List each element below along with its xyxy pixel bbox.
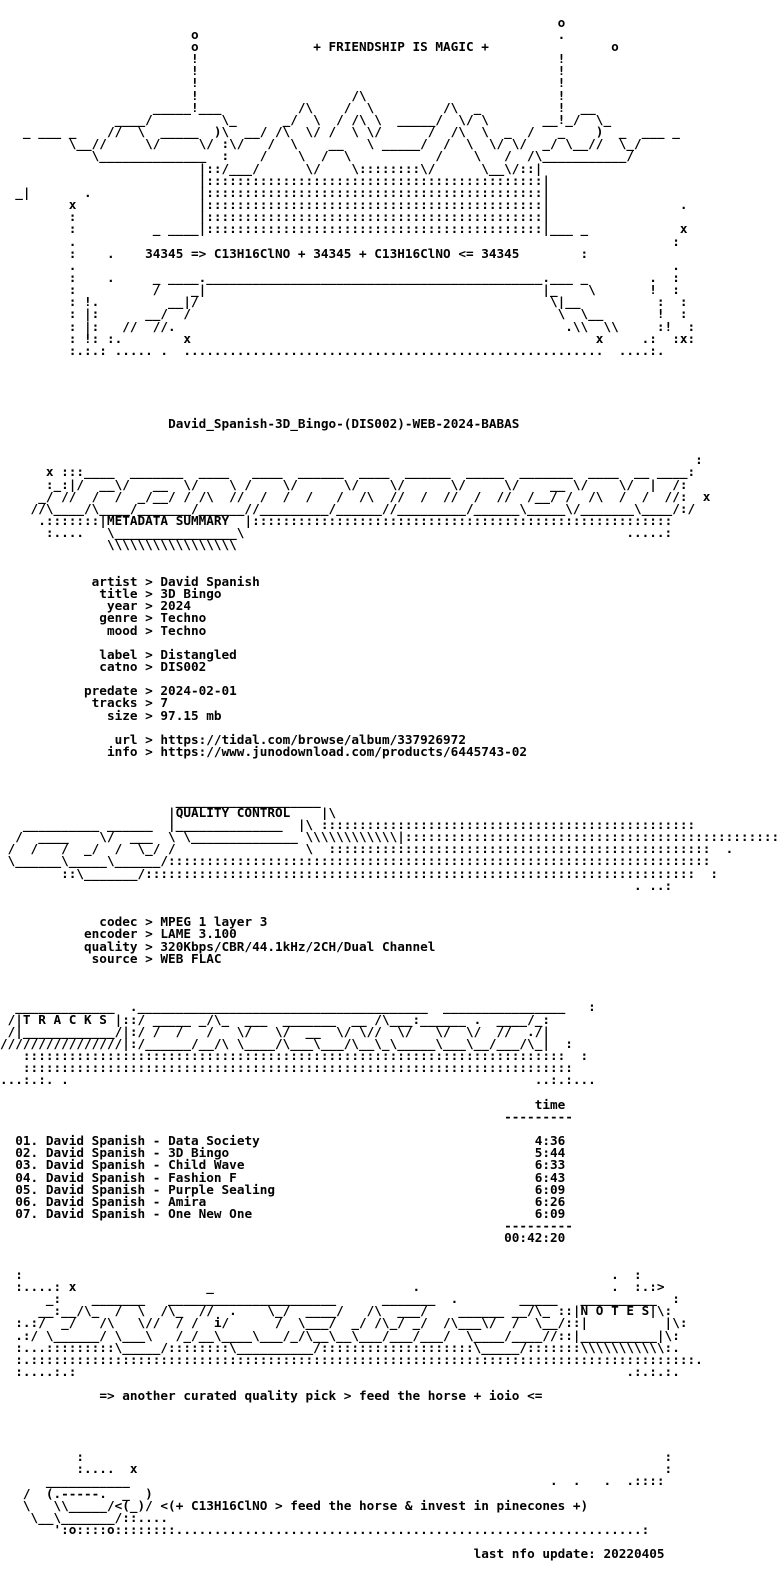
metadata-label-value: Distangled	[160, 646, 237, 662]
track-row: 05. David Spanish - Purple Sealing 6:09	[15, 1181, 566, 1197]
metadata-size-value: 97.15 mb	[160, 707, 222, 723]
track-number: 03.	[15, 1157, 39, 1173]
metadata-catno-value: DIS002	[160, 658, 207, 674]
track-row: 01. David Spanish - Data Society 4:36	[15, 1133, 566, 1149]
track-artist: David Spanish	[45, 1133, 146, 1149]
track-number: 04.	[15, 1169, 39, 1185]
track-title: Child Wave	[168, 1157, 245, 1173]
quality-source-value: WEB FLAC	[160, 950, 222, 966]
footer-slogan: <(+ C13H16ClNO > feed the horse & invest in pinecones +)	[160, 1497, 589, 1513]
track-time: 5:44	[534, 1145, 566, 1161]
tracks-section-title: T R A C K S	[22, 1011, 107, 1027]
last-update: last nfo update: 20220405	[473, 1546, 665, 1562]
track-title: 3D Bingo	[168, 1145, 230, 1161]
quality-codec-value: MPEG 1 layer 3	[160, 914, 268, 930]
metadata-tracks-value: 7	[160, 695, 169, 711]
track-time: 6:43	[534, 1169, 566, 1185]
track-number: 02.	[15, 1145, 39, 1161]
track-number: 01.	[15, 1133, 39, 1149]
track-title: Data Society	[168, 1133, 260, 1149]
track-row: 04. David Spanish - Fashion F 6:43	[15, 1169, 566, 1185]
metadata-mood-value: Techno	[160, 622, 207, 638]
release-name: David_Spanish-3D_Bingo-(DIS002)-WEB-2024-BABAS	[168, 415, 520, 431]
metadata-predate-value: 2024-02-01	[160, 683, 237, 699]
track-time: 4:36	[534, 1133, 566, 1149]
track-artist: David Spanish	[45, 1169, 146, 1185]
metadata-title-value: 3D Bingo	[160, 586, 222, 602]
metadata-info-value: https://www.junodownload.com/products/6445743-02	[160, 744, 528, 760]
track-artist: David Spanish	[45, 1157, 146, 1173]
track-time: 6:09	[534, 1181, 566, 1197]
metadata-artist-value: David Spanish	[160, 573, 260, 589]
metadata-genre-value: Techno	[160, 610, 207, 626]
notes-text: => another curated quality pick > feed the horse + ioio <=	[99, 1388, 543, 1404]
track-row: 02. David Spanish - 3D Bingo 5:44	[15, 1145, 566, 1161]
track-row: 03. David Spanish - Child Wave 6:33	[15, 1157, 566, 1173]
track-time: 6:33	[534, 1157, 566, 1173]
track-artist: David Spanish	[45, 1193, 146, 1209]
track-time: 6:09	[534, 1206, 566, 1221]
track-time: 6:26	[534, 1193, 566, 1209]
metadata-year-value: 2024	[160, 598, 191, 614]
track-artist: David Spanish	[45, 1181, 146, 1197]
quality-quality-value: 320Kbps/CBR/44.1kHz/2CH/Dual Channel	[160, 938, 436, 954]
track-number: 07.	[15, 1206, 39, 1221]
track-title: Purple Sealing	[168, 1181, 276, 1197]
track-row: 07. David Spanish - One New One 6:09	[15, 1206, 566, 1221]
time-header: time	[534, 1096, 566, 1112]
track-number: 06.	[15, 1193, 39, 1209]
track-artist: David Spanish	[45, 1145, 146, 1161]
track-title: Fashion F	[168, 1169, 237, 1185]
metadata-section-title: METADATA SUMMARY	[106, 513, 230, 529]
nfo-art: o o . o + FRIENDSHIP IS MAGIC + o ! ! ! ! ! ! ! /\ ! _____!___ /\ / \ /\ _ ! __ ____/ \_ _/ \ / /\ \ _____/ \/ \ __!_/ \_ _ ___ _ // \ _____ )\ __/ /\ \/ / \ \/ / /\ \ _ / _ ) _ ___ _ \__// \/ \/ :\/ / \ __ \ _____/ / \ \/ \/ _/ \__// \_/ \______________ : / \ / \ / \ / /\___________/ |::/___/ \/ \::::::::\/ \__\/::| |::::::::::::::::::::::::::::::::::::::::::::| _| . |::::::::::::::::::::::::::::::::::::::::::::| x |::::::::::::::::::::::::::::::::::::::::::::| . : |::::::::::::::::::::::::::::::::::::::::::::| : _ ____|::::::::::::::::::::::::::::::::::::::::::::|___ _ x . : : . 34345 => C13H16ClNO + 34345 + C13H16ClNO <= 34345 : . . : . _ ____.____________________________________________.___ _ . : : / _| |_ \ ! : : !. __|/ \|__ : : : |: __/ / \ \__ ! : : |: // //. .\\ \\ :! : : !: :. x x .: :x: :.:.: ..... . ....................................................... ....:. David_Spanish-3D_Bingo-(DIS002)-WEB-2024-BABAS : x :::____ _______ ____ ____ ______ ____ ______ _____ _______ ____ __ ____: :_:|/ __\/ __ \/ \ / \/ \/ \/ \/ \/ __ \/ \/ | /: _/ // / / _/__/ / /\ // / / / / /\ // / // / // /__/ / /\ / / //: x //\____/\____/_______/______//_________/______//_________/______\_____\/_______\____/:/ .:::::::|METADATA SUMMARY |::::::::::::::::::::::::::::::::::::::::::::::::::::::: :.... \________________\ .....: \\\\\\\\\\\\\\\\\ artist > David Spanish title > 3D Bingo year > 2024 genre > Techno mood > Techno label > Distangled catno > DIS002 predate > 2024-02-01 tracks > 7 size > 97.15 mb url > https://tidal.com/browse/album/337926972 info > https://www.junodownload.com/products/6445743-02 ___________________ |QUALITY CONTROL |\ __________ ______ |______________ |\ ::::::::::::::::::::::::::::::::::::::::::::::::: / ____ \/ ___ \ \______________ \\\\\\\\\\\\|::::::::::::::::::::::::::::::::::::::::::::::::: / / / _/ / \_/ / \ :::::::::::::::::::::::::::::::::::::::::::::::::: . \______\_____\______/::::::::::::::::::::::::::::::::::::::::::::::::::::::::::::::::::::::: ::\_______/:::::::::::::::::::::::::::::::::::::::::::::::::::::::::::::::::::::::: : . ..: codec > MPEG 1 layer 3 encoder > LAME 3.100 quality > 320Kbps/CBR/44.1kHz/2CH/Dual Channel source > WEB FLAC _____________ .______________________________________ ________________ : /|T R A C K S |::/ _____ _/\_ ___ _______ __ /\___:______ . ____/_: /|____________/|:/ / / / \/ \/ __ \/ \// \/ \/ \/ // ./| ////////////////|:/______/__/\ \____/\___\___/\__\_\_____\___\__/___/\_| : ::::::::::::::::::::::::::::::::::::::::::::::::::::::::::::::::::::::: : :::::::::::::::::::::::::::::::::::::::::::::::::::::::::::::::::::::::: ...:.:. . ..:.:... time --------- 01. David Spanish - Data Society 4:36 02. David Spanish - 3D Bingo 5:44 03. David Spanish - Child Wave 6:33 04. David Spanish - Fashion F 6:43 05. David Spanish - Purple Sealing 6:09 06. David Spanish - Amira 6:26 07. David Spanish - One New One 6:09 --------- 00:42:20 : . : :....: x _ . . :.:> _: _______ ______________________ _______ . _____ __________ : __:__/\_ / \ /\_ // . \_/ ____/ /\ ___/ ______ __/\_ ::|N O T E S|\: :.:/ _/ /\ \// / / i/ / \___/ _/ /\_/ _/ /\___\/ / \__/::| |\: .:/ \______/ \___\ /_/__\____\___/_/\__\__\___/___/___/ \____/____//::|__________|\: :...:::::::::\_____/::::::::\__________/::::::::::::::::::::\_____/:::::::\\\\\\\\\\\:. :.:::::::::::::::::::::::::::::::::::::::::::::::::::::::::::::::::::::::::::::::::::::::. :....:.: .:.:.:. => another curated quality pick > feed the horse + ioio <= : : :.... x : ___________ . . . .:::: / (.-----. _ ) \ \\_____/<(_)/ <(+ C13H16ClNO > feed the horse & invest in pinecones +) \__\_______/::.... ':o::::o::::::::.............................................................: last nfo update: 20220405	[0, 14, 779, 1562]
banner-title: + FRIENDSHIP IS MAGIC +	[313, 39, 489, 54]
quality-encoder-value: LAME 3.100	[160, 926, 237, 942]
track-title: One New One	[168, 1206, 253, 1221]
track-title: Amira	[168, 1193, 207, 1209]
formula-line: 34345 => C13H16ClNO + 34345 + C13H16ClNO <= 34345	[145, 245, 520, 261]
notes-section-title: N O T E S	[580, 1303, 650, 1319]
track-artist: David Spanish	[45, 1206, 146, 1221]
track-number: 05.	[15, 1181, 39, 1197]
track-row: 06. David Spanish - Amira 6:26	[15, 1193, 566, 1209]
quality-section-title: QUALITY CONTROL	[175, 804, 291, 820]
metadata-url-value: https://tidal.com/browse/album/337926972	[160, 731, 466, 747]
total-time: 00:42:20	[504, 1230, 566, 1246]
